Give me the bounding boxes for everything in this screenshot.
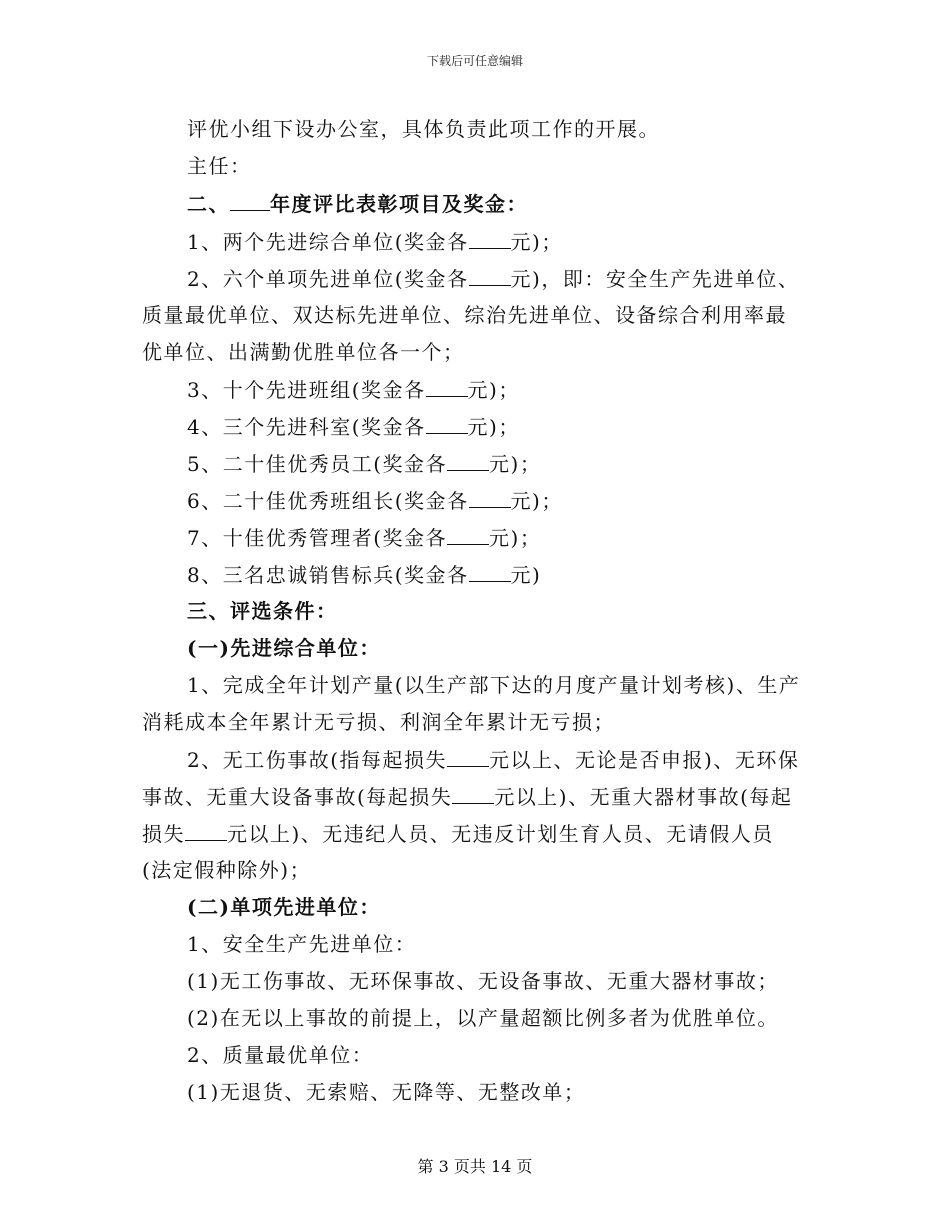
text-line: 评优小组下设办公室，具体负责此项工作的开展。	[187, 117, 660, 141]
blank-underline	[185, 820, 227, 841]
text-line: (2)在无以上事故的前提上，以产量超额比例多者为优胜单位。	[187, 1006, 779, 1030]
text-line	[187, 746, 799, 773]
text-line	[142, 820, 774, 847]
text-line	[187, 413, 520, 440]
text-line: (法定假种除外)；	[142, 858, 312, 882]
section-heading: 三、评选条件：	[187, 599, 338, 623]
line-prefix: 损失	[142, 822, 185, 846]
line-suffix: 元)；	[467, 378, 520, 402]
line-prefix: 7、十佳优秀管理者(奖金各	[187, 526, 448, 550]
line-prefix: 8、三名忠诚销售标兵(奖金各	[187, 563, 469, 587]
line-suffix: 元以上)、无违纪人员、无违反计划生育人员、无请假人员	[227, 822, 774, 846]
line-suffix: 元以上)、无重大器材事故(每起	[494, 785, 793, 809]
line-suffix: 元)，即：安全生产先进单位、	[510, 267, 800, 291]
line-prefix: 6、二十佳优秀班组长(奖金各	[187, 489, 469, 513]
blank-underline	[452, 783, 494, 804]
text-line: (1)无工伤事故、无环保事故、无设备事故、无重大器材事故；	[187, 969, 779, 993]
line-suffix: 元)；	[489, 452, 542, 476]
text-line	[187, 561, 541, 588]
blank-underline	[469, 561, 511, 582]
text-line	[187, 265, 799, 292]
line-prefix: 2、六个单项先进单位(奖金各	[187, 267, 469, 291]
line-suffix: 元)；	[467, 415, 520, 439]
page-footer: 第 3 页共 14 页	[417, 1157, 533, 1176]
line-suffix: 元)；	[489, 526, 542, 550]
line-suffix: 年度评比表彰项目及奖金：	[270, 192, 528, 216]
line-prefix: 3、十个先进班组(奖金各	[187, 378, 426, 402]
line-suffix: 元)；	[510, 230, 563, 254]
line-prefix: 5、二十佳优秀员工(奖金各	[187, 452, 448, 476]
blank-underline	[426, 376, 468, 397]
line-prefix: 2、无工伤事故(指每起损失	[187, 748, 448, 772]
text-line	[187, 228, 563, 255]
text-line	[187, 524, 541, 551]
line-prefix: 4、三个先进科室(奖金各	[187, 415, 426, 439]
text-line: 主任：	[187, 154, 252, 178]
text-line: 质量最优单位、双达标先进单位、综治先进单位、设备综合利用率最	[142, 303, 787, 327]
line-prefix: 二、	[187, 192, 230, 216]
line-prefix: 1、两个先进综合单位(奖金各	[187, 230, 469, 254]
line-suffix: 元)；	[510, 489, 563, 513]
section-heading	[187, 190, 528, 217]
text-line: (1)无退货、无索赔、无降等、无整改单；	[187, 1080, 586, 1104]
blank-underline	[469, 265, 511, 286]
blank-underline	[230, 190, 270, 211]
text-line	[142, 783, 792, 810]
text-line	[187, 487, 563, 514]
text-line: 2、质量最优单位：	[187, 1043, 374, 1067]
subsection-heading: (二)单项先进单位：	[187, 895, 381, 919]
blank-underline	[469, 487, 511, 508]
text-line	[187, 450, 541, 477]
blank-underline	[447, 524, 489, 545]
blank-underline	[469, 228, 511, 249]
line-suffix: 元)	[510, 563, 542, 587]
blank-underline	[447, 450, 489, 471]
blank-underline	[447, 746, 489, 767]
line-suffix: 元以上、无论是否申报)、无环保	[489, 748, 800, 772]
text-line: 1、完成全年计划产量(以生产部下达的月度产量计划考核)、生产	[187, 673, 801, 697]
subsection-heading: (一)先进综合单位：	[187, 636, 381, 660]
text-line: 1、安全生产先进单位：	[187, 932, 417, 956]
line-prefix: 事故、无重大设备事故(每起损失	[142, 785, 453, 809]
text-line: 优单位、出满勤优胜单位各一个；	[142, 340, 465, 364]
text-line: 消耗成本全年累计无亏损、利润全年累计无亏损；	[142, 710, 615, 734]
page-header: 下载后可任意编辑	[426, 54, 523, 68]
blank-underline	[426, 413, 468, 434]
text-line	[187, 376, 520, 403]
